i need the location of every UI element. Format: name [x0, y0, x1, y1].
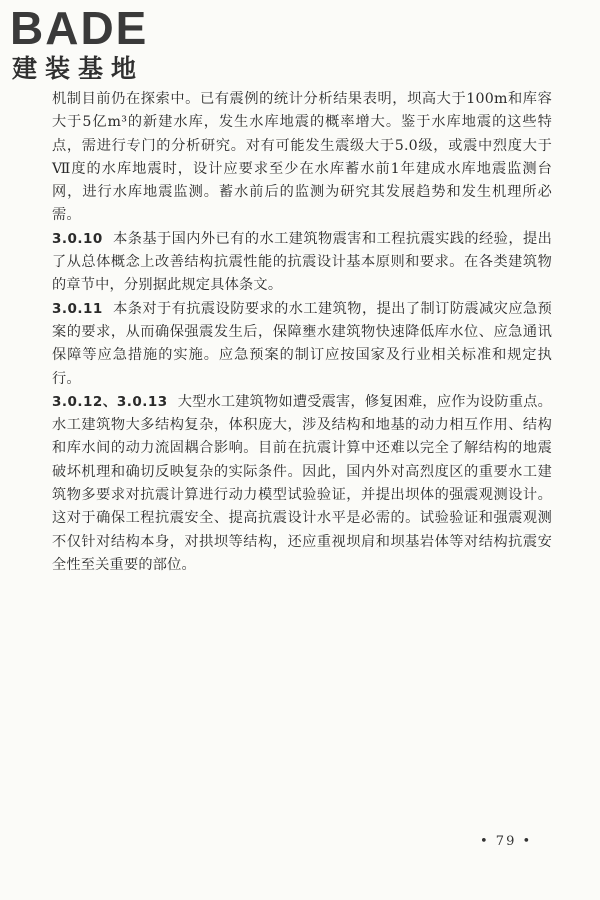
- paragraph-3-0-11: [52, 298, 552, 391]
- clause-number: 3.0.12、3.0.13: [52, 393, 168, 410]
- paragraph-text: 本条对于有抗震设防要求的水工建筑物，提出了制订防震减灾应急预案的要求，从而确保强震发生后，保障壅水建筑物快速降低库水位、应急通讯保障等应急措施的实施。应急预案的制订应按国家及行业相关标准和规定执行。: [52, 300, 552, 387]
- paragraph-continuation: [52, 88, 552, 228]
- document-body: [52, 88, 552, 577]
- paragraph-3-0-10: [52, 228, 552, 298]
- bade-logo: [10, 2, 175, 86]
- logo-brand-text: BADE: [10, 2, 149, 54]
- paragraph-3-0-12-13: [52, 391, 552, 577]
- clause-number: 3.0.10: [52, 230, 103, 247]
- clause-number: 3.0.11: [52, 300, 103, 317]
- page-number: • 79 •: [480, 834, 533, 849]
- paragraph-text: 本条基于国内外已有的水工建筑物震害和工程抗震实践的经验，提出了从总体概念上改善结构抗震性能的抗震设计基本原则和要求。在各类建筑物的章节中，分别据此规定具体条文。: [52, 230, 552, 294]
- paragraph-text: 大型水工建筑物如遭受震害，修复困难，应作为设防重点。水工建筑物大多结构复杂，体积庞大，涉及结构和地基的动力相互作用、结构和库水间的动力流固耦合影响。目前在抗震计算中还难以完全了解结构的地震破坏机理和确切反映复杂的实际条件。因此，国内外对高烈度区的重要水工建筑物多要求对抗震计算进行动力模型试验验证，并提出坝体的强震观测设计。这对于确保工程抗震安全、提高抗震设计水平是必需的。试验验证和强震观测不仅针对结构本身，对拱坝等结构，还应重视坝肩和坝基岩体等对结构抗震安全性至关重要的部位。: [52, 393, 552, 573]
- logo-subtitle: 建装基地: [12, 54, 145, 83]
- paragraph-text: 机制目前仍在探索中。已有震例的统计分析结果表明，坝高大于100m和库容大于5亿m³的新建水库，发生水库地震的概率增大。鉴于水库地震的这些特点，需进行专门的分析研究。对有可能发生震级大于5.0级，或震中烈度大于Ⅶ度的水库地震时，设计应要求至少在水库蓄水前1年建成水库地震监测台网，进行水库地震监测。蓄水前后的监测为研究其发展趋势和发生机理所必需。: [52, 91, 552, 224]
